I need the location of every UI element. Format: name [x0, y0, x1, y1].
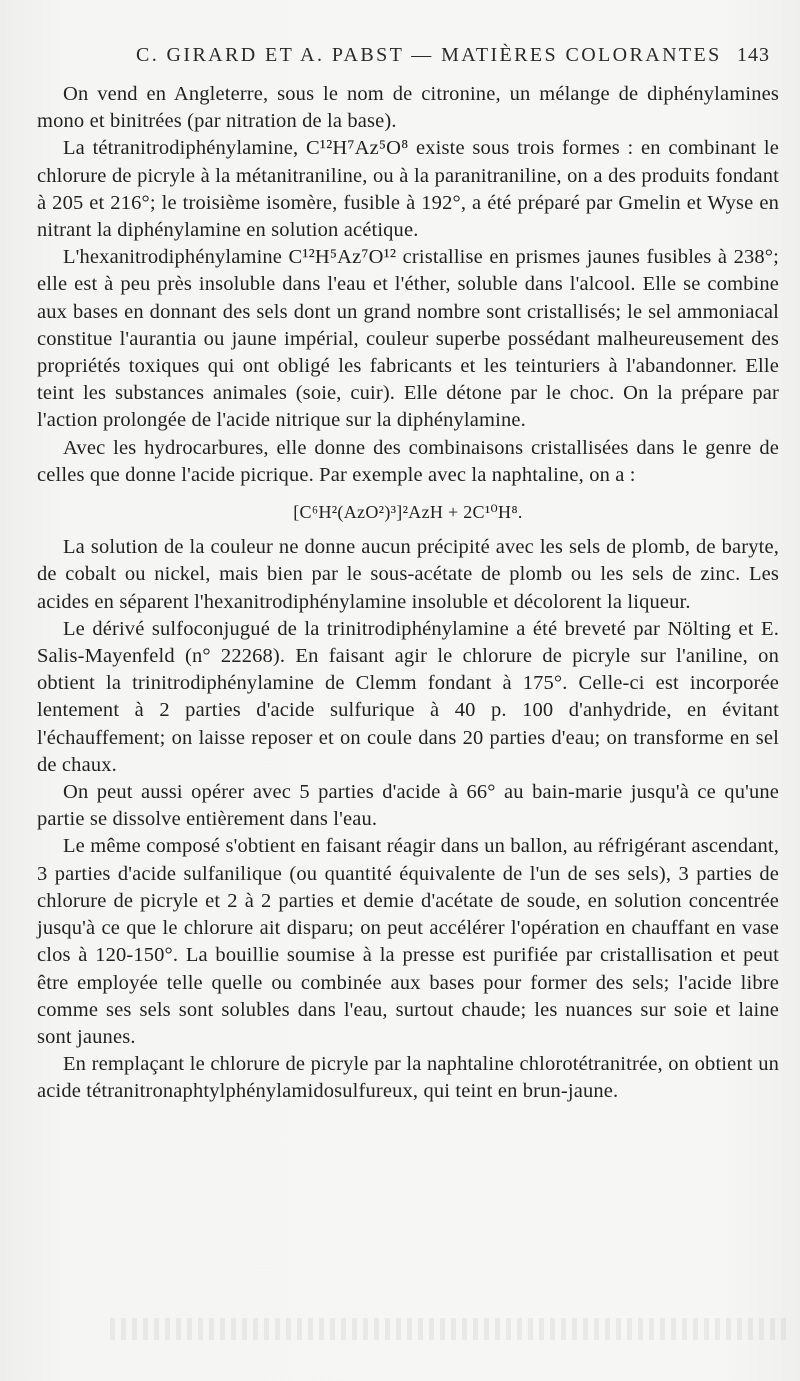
- chemical-formula: [C⁶H²(AzO²)³]²AzH + 2C¹⁰H⁸.: [293, 502, 523, 523]
- paragraph: Le même composé s'obtient en faisant réagir dans un ballon, au réfrigérant ascendant, 3 parties d'acide sulfanilique (ou quantité équivalente de l'un de ses sels), 3 parties de chlorure de picryle et 2 à 2 parties et demie d'acétate de soude, en solution concentrée jusqu'à ce que le chlorure ait disparu; on peut accélérer l'opération en chauffant en vase clos à 120-150°. La bouillie soumise à la presse est purifiée par cristallisation et peut être employée telle quelle ou combinée aux bases pour former des sels; l'acide libre comme ses sels sont solubles dans l'eau, surtout chaude; les nuances sur soie et laine sont jaunes.: [37, 835, 779, 1048]
- bleed-through-shadow: [110, 1318, 790, 1340]
- body-text: [37, 81, 779, 1106]
- paragraph: Le dérivé sulfoconjugué de la trinitrodiphénylamine a été breveté par Nölting et E. Salis-Mayenfeld (n° 22268). En faisant agir le chlorure de picryle sur l'aniline, on obtient la trinitrodiphénylamine de Clemm fondant à 175°. Celle-ci est incorporée lentement à 2 parties d'acide sulfurique à 40 p. 100 d'anhydride, en évitant l'échauffement; on laisse reposer et on coule dans 20 parties d'eau; on transforme en sel de chaux.: [37, 617, 779, 776]
- running-head: C. GIRARD ET A. PABST — MATIÈRES COLORANTES: [136, 44, 722, 66]
- paragraph: La solution de la couleur ne donne aucun précipité avec les sels de plomb, de baryte, de cobalt ou nickel, mais bien par le sous-acétate de plomb ou les sels de zinc. Les acides en séparent l'hexanitrodiphénylamine insoluble et décolorent la liqueur.: [37, 536, 779, 613]
- page-header: [36, 44, 770, 74]
- paragraph: On vend en Angleterre, sous le nom de citronine, un mélange de diphénylamines mono et binitrées (par nitration de la base).: [37, 83, 779, 133]
- paragraph: La tétranitrodiphénylamine, C¹²H⁷Az⁵O⁸ existe sous trois formes : en combinant le chlorure de picryle à la métanitraniline, ou à la paranitraniline, on a des produits fondant à 205 et 216°; le troisième isomère, fusible à 192°, a été préparé par Gmelin et Wyse en nitrant la diphénylamine en solution acétique.: [37, 137, 779, 242]
- paragraph: Avec les hydrocarbures, elle donne des combinaisons cristallisées dans le genre de celles que donne l'acide picrique. Par exemple avec la naphtaline, on a :: [37, 436, 779, 486]
- paragraph: En remplaçant le chlorure de picryle par la naphtaline chlorotétranitrée, on obtient un acide tétranitronaphtylphénylamidosulfureux, qui teint en brun-jaune.: [37, 1053, 779, 1103]
- paragraph: L'hexanitrodiphénylamine C¹²H⁵Az⁷O¹² cristallise en prismes jaunes fusibles à 238°; elle est à peu près insoluble dans l'eau et l'éther, soluble dans l'alcool. Elle se combine aux bases en donnant des sels dont un grand nombre sont cristallisés; le sel ammoniacal constitue l'aurantia ou jaune impérial, couleur superbe possédant malheureusement des propriétés toxiques qui ont obligé les fabricants et les teinturiers à l'abandonner. Elle teint les substances animales (soie, cuir). Elle détone par le choc. On la prépare par l'action prolongée de l'acide nitrique sur la diphénylamine.: [37, 246, 779, 432]
- paragraph: On peut aussi opérer avec 5 parties d'acide à 66° au bain-marie jusqu'à ce qu'une partie se dissolve entièrement dans l'eau.: [37, 781, 779, 831]
- page-number: 143: [737, 44, 770, 66]
